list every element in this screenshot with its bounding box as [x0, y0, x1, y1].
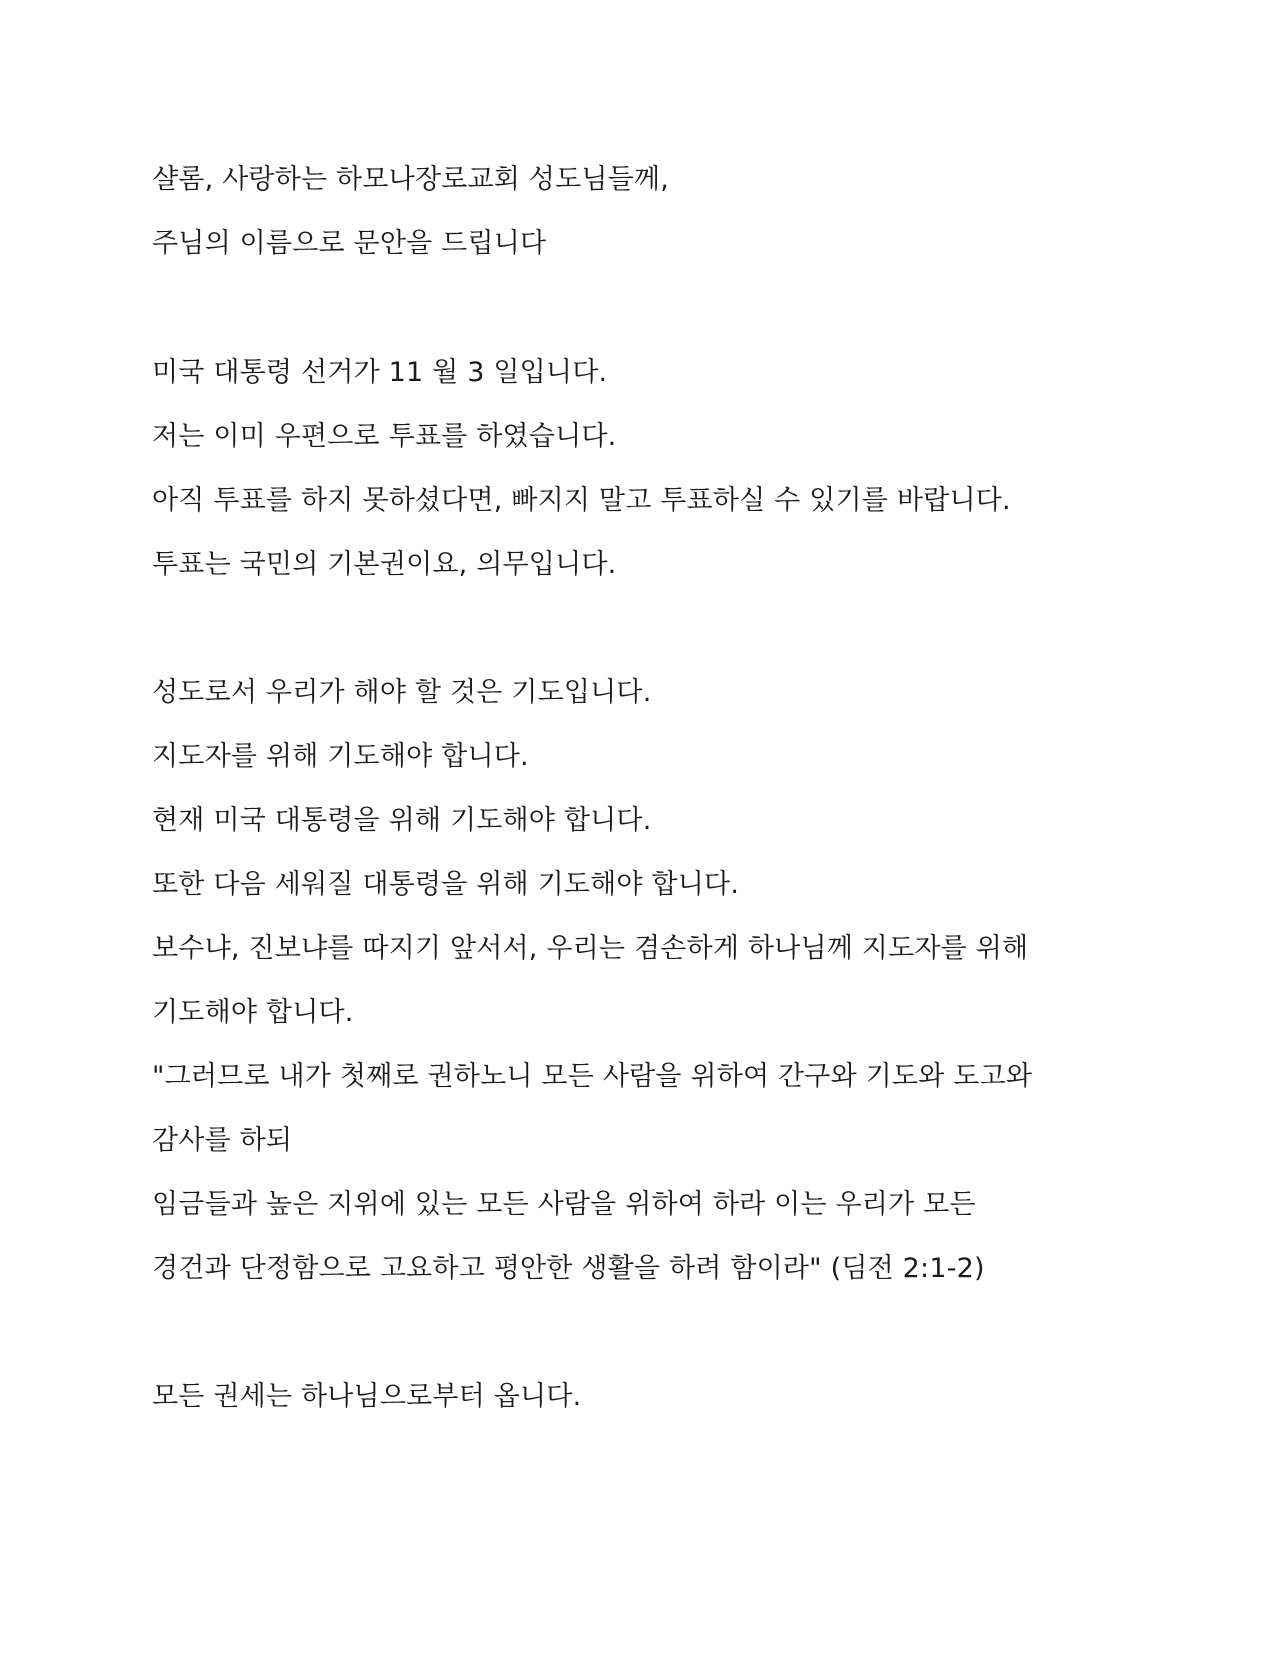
prayer-line-3: 현재 미국 대통령을 위해 기도해야 합니다.: [152, 805, 652, 836]
prayer-line-2: 지도자를 위해 기도해야 합니다.: [152, 741, 529, 772]
scripture-line-3: 임금들과 높은 지위에 있는 모든 사람을 위하여 하라 이는 우리가 모든: [152, 1189, 976, 1220]
prayer-line-1: 성도로서 우리가 해야 할 것은 기도입니다.: [152, 677, 652, 708]
prayer-line-6: 기도해야 합니다.: [152, 997, 354, 1028]
greeting-line: 샬롬, 사랑하는 하모나장로교회 성도님들께,: [152, 164, 669, 195]
scripture-line-4: 경건과 단정함으로 고요하고 평안한 생활을 하려 함이라" (딤전 2:1-2): [152, 1253, 985, 1284]
prayer-line-5: 보수냐, 진보냐를 따지기 앞서서, 우리는 겸손하게 하나님께 지도자를 위해: [152, 933, 1029, 964]
election-line-3: 아직 투표를 하지 못하셨다면, 빠지지 말고 투표하실 수 있기를 바랍니다.: [152, 485, 1011, 516]
scripture-line-2: 감사를 하되: [152, 1125, 293, 1156]
election-line-1: 미국 대통령 선거가 11 월 3 일입니다.: [152, 357, 608, 388]
prayer-line-4: 또한 다음 세워질 대통령을 위해 기도해야 합니다.: [152, 869, 740, 900]
election-line-2: 저는 이미 우편으로 투표를 하였습니다.: [152, 421, 617, 452]
election-line-4: 투표는 국민의 기본권이요, 의무입니다.: [152, 549, 617, 580]
salutation-line: 주님의 이름으로 문안을 드립니다: [152, 228, 547, 259]
closing-line: 모든 권세는 하나님으로부터 옵니다.: [152, 1381, 582, 1412]
scripture-line-1: "그러므로 내가 첫째로 권하노니 모든 사람을 위하여 간구와 기도와 도고와: [152, 1061, 1033, 1092]
